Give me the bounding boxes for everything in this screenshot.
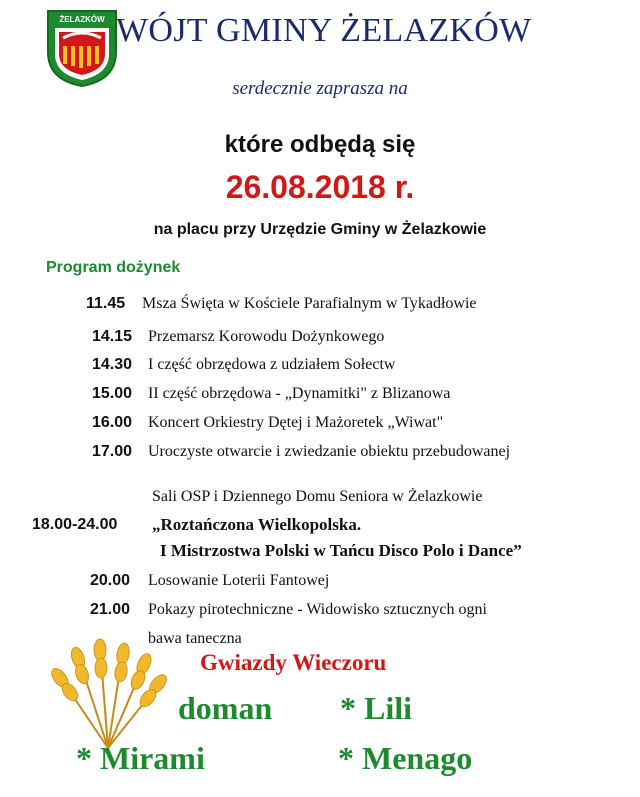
wheat-icon: [38, 636, 178, 751]
program-desc: Przemarsz Korowodu Dożynkowego: [148, 328, 385, 345]
program-time: 15.00: [92, 385, 133, 402]
program-desc: I część obrzędowa z udziałem Sołectw: [148, 356, 396, 373]
star-name: * Mirami: [76, 740, 205, 776]
program-desc: Koncert Orkiestry Dętej i Mażoretek „Wiwat": [148, 414, 444, 431]
program-heading: Program dożynek: [46, 259, 181, 276]
stars-heading: Gwiazdy Wieczoru: [200, 650, 387, 675]
program-time: 20.00: [90, 572, 131, 589]
page-title: WÓJT GMINY ŻELAZKÓW: [116, 12, 532, 49]
star-name: * Menago: [338, 740, 473, 776]
program-desc: Msza Święta w Kościele Parafialnym w Tykadłowie: [142, 295, 477, 312]
program-time: 21.00: [90, 601, 131, 618]
program-time: 16.00: [92, 414, 133, 431]
program-desc: Uroczyste otwarcie i zwiedzanie obiektu przebudowanej: [148, 443, 511, 460]
invitation-subtitle: serdecznie zaprasza na: [232, 78, 408, 99]
program-desc-line2: I Mistrzostwa Polski w Tańcu Disco Polo i Dance”: [160, 541, 522, 560]
program-time: 11.45: [86, 295, 126, 312]
program-desc: II część obrzędowa - „Dynamitki" z Blizanowa: [148, 385, 451, 402]
coat-of-arms-icon: [45, 8, 119, 88]
event-place: na placu przy Urzędzie Gminy w Żelazkowie: [153, 221, 487, 238]
program-desc: Sali OSP i Dziennego Domu Seniora w Żelazkowie: [152, 488, 483, 505]
program-desc: bawa taneczna: [148, 630, 242, 647]
svg-text:ŻELAZKÓW: ŻELAZKÓW: [59, 15, 105, 24]
star-name: * Lili: [340, 690, 413, 726]
event-date: 26.08.2018 r.: [225, 169, 415, 205]
program-time: 17.00: [92, 443, 133, 460]
program-time: 18.00-24.00: [32, 516, 118, 533]
program-desc: „Roztańczona Wielkopolska.: [152, 515, 362, 534]
star-name: doman: [178, 690, 273, 726]
program-time: 14.30: [92, 356, 133, 373]
program-desc: Losowanie Loterii Fantowej: [148, 572, 330, 589]
event-intro: które odbędą się: [224, 131, 416, 158]
program-desc: Pokazy pirotechniczne - Widowisko sztucznych ogni: [148, 601, 487, 618]
program-time: 14.15: [92, 328, 133, 345]
